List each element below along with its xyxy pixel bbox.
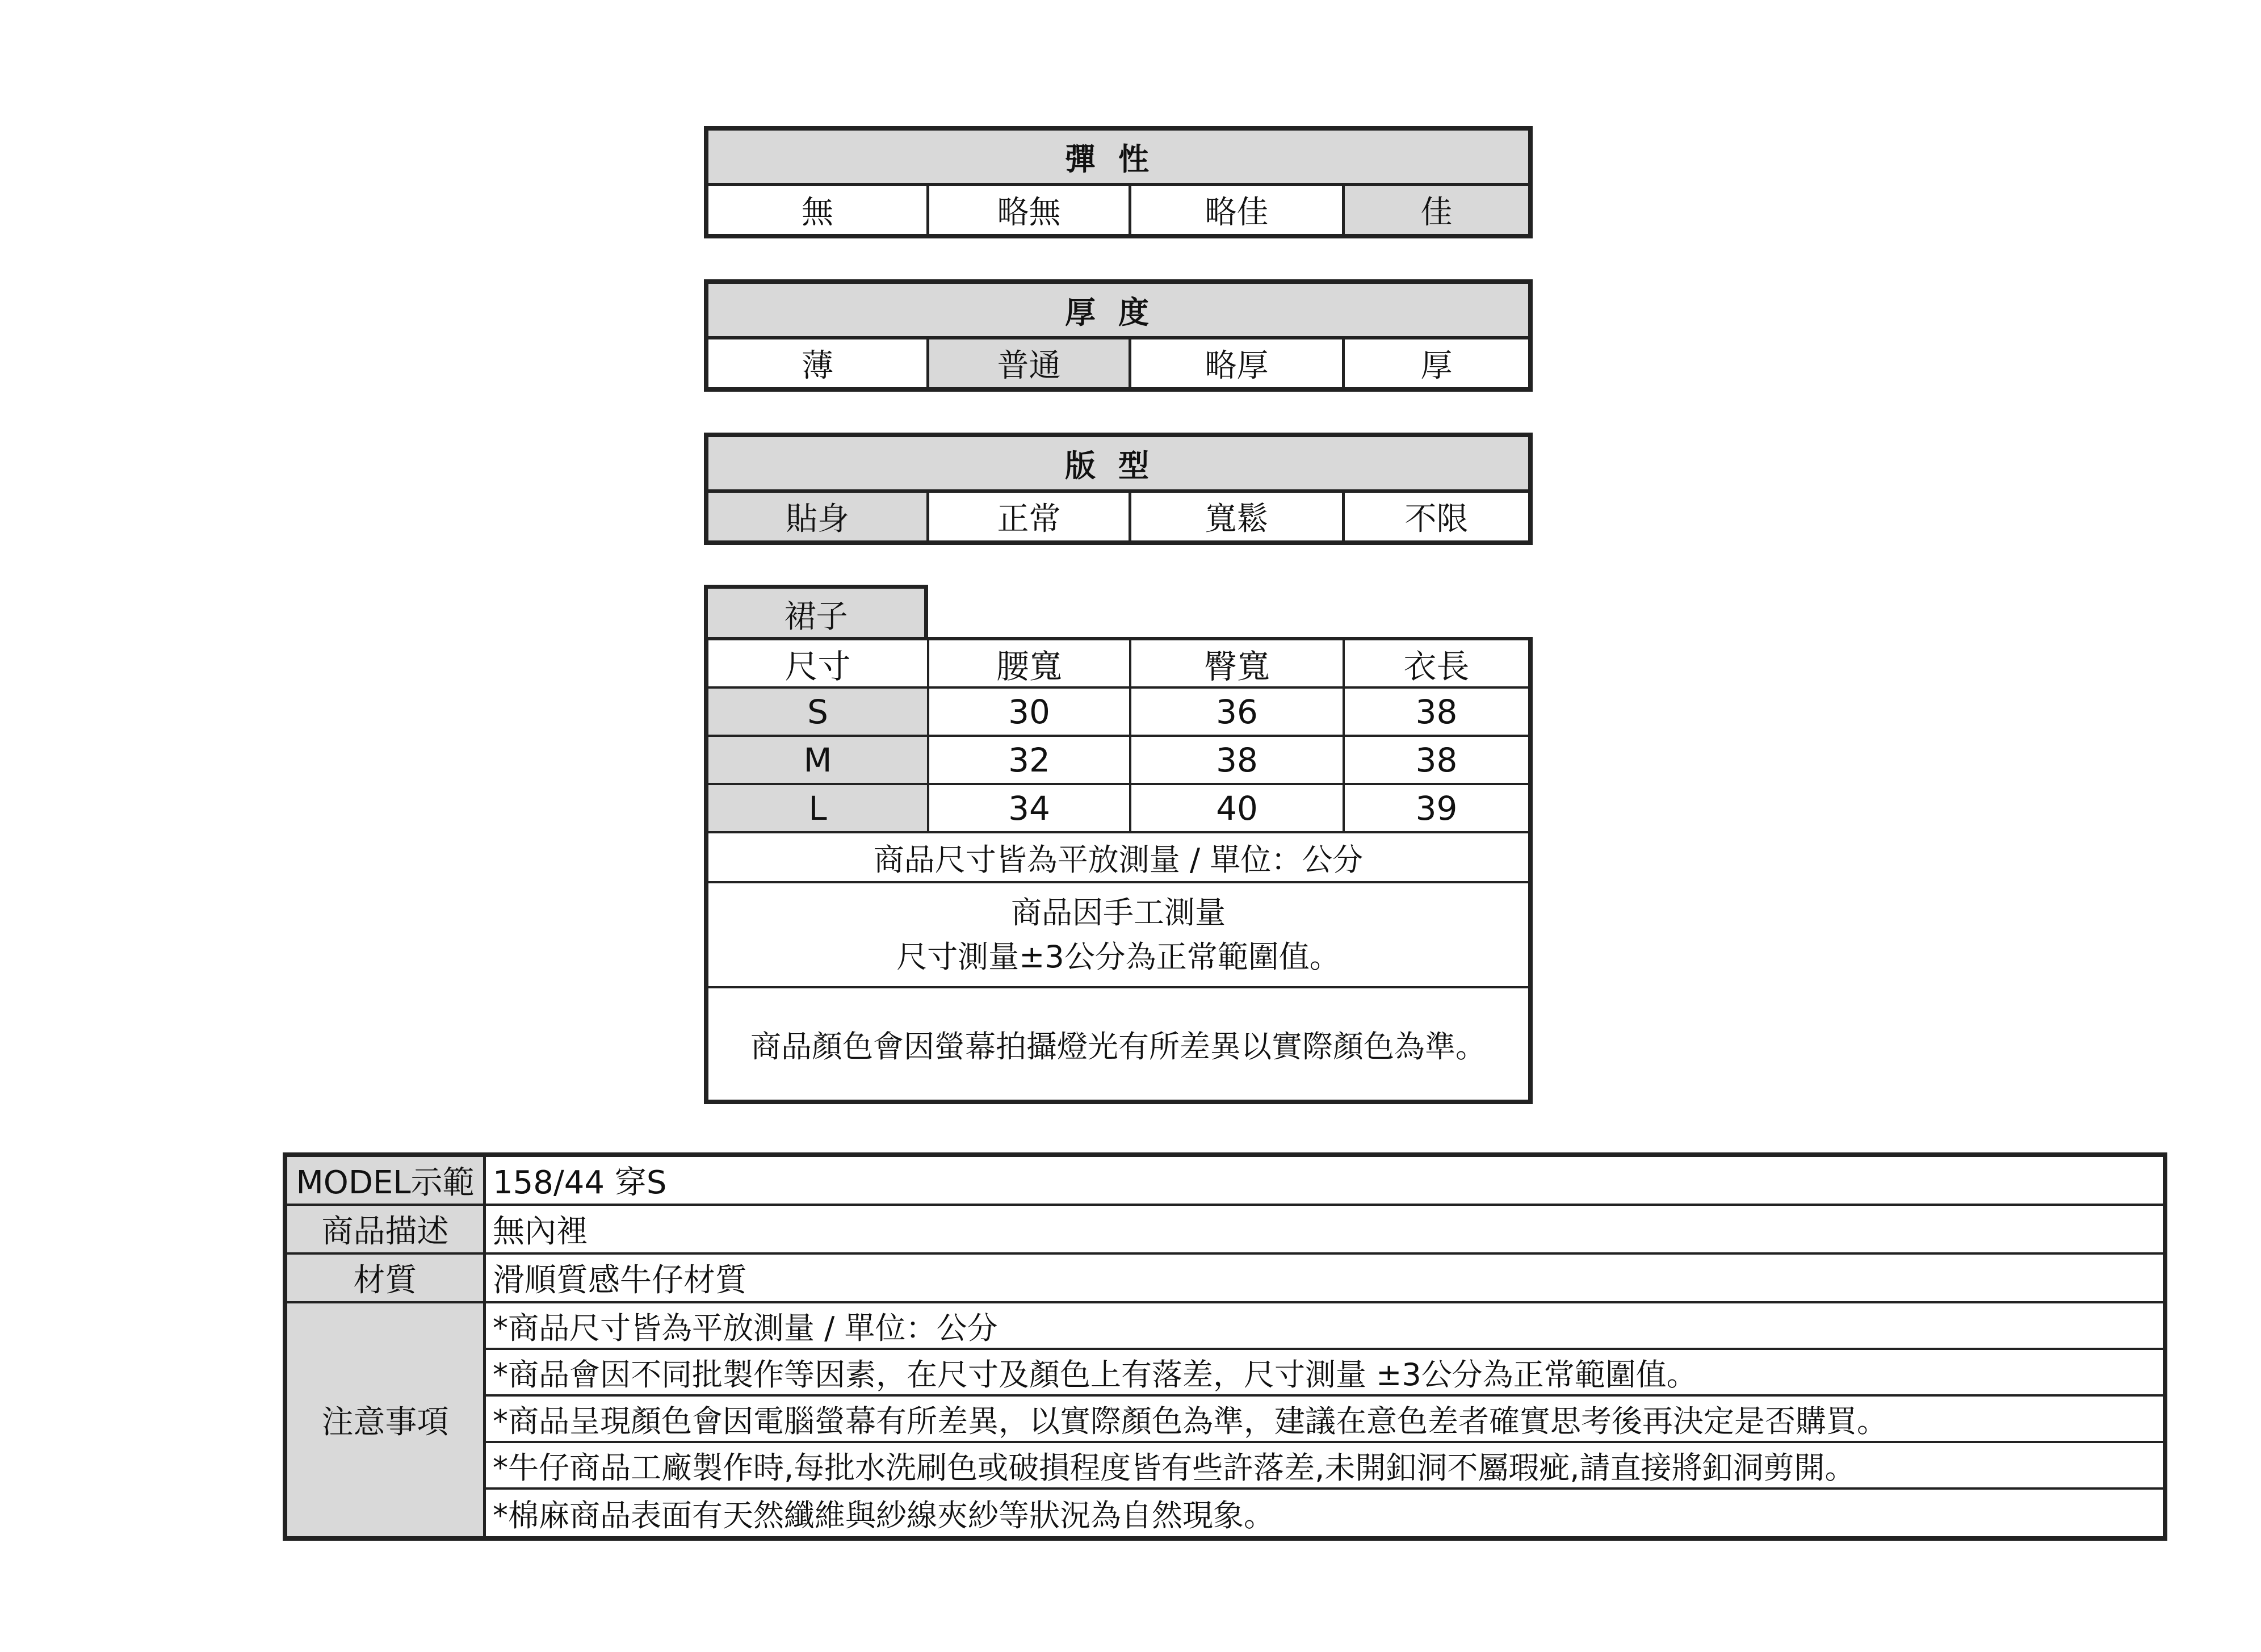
thickness-table [704,279,1533,392]
size-header-row [708,640,1528,689]
elasticity-option-none: 無 [708,186,929,234]
notes-row [287,1303,2163,1536]
elasticity-table [704,126,1533,238]
table-row [708,785,1528,833]
length-value: 39 [1415,789,1458,828]
thickness-option-thick: 厚 [1420,347,1453,384]
measure-note: 商品尺寸皆為平放測量 / 單位：公分 [708,833,1528,883]
waist-value: 32 [929,737,1131,783]
elasticity-title: 彈性 [708,131,1528,186]
fit-option-loose: 寬鬆 [1131,493,1345,540]
hip-value: 36 [1131,689,1345,735]
category-tab: 裙子 [704,585,928,639]
note-line: *商品呈現顏色會因電腦螢幕有所差異，以實際顏色為準，建議在意色差者確實思考後再決定是否購買。 [486,1397,2163,1443]
size-label: M [708,737,929,783]
length-value: 38 [1415,740,1458,779]
manual-measure-note [708,883,1528,988]
size-table [704,637,1533,1104]
length-header: 衣長 [1403,647,1470,686]
hip-value: 38 [1131,737,1345,783]
waist-value: 34 [929,785,1131,831]
elasticity-option-good: 佳 [1345,186,1528,234]
fit-table [704,433,1533,545]
thickness-option-thin: 薄 [708,339,929,387]
thickness-option-normal: 普通 [929,339,1131,387]
material-row [287,1255,2163,1303]
color-note: 商品顏色會因螢幕拍攝燈光有所差異以實際顏色為準。 [750,1028,1486,1064]
notes-label: 注意事項 [287,1303,486,1536]
waist-value: 30 [929,689,1131,735]
fit-option-slim: 貼身 [708,493,929,540]
size-header: 尺寸 [708,640,929,686]
model-label: MODEL示範 [287,1157,486,1204]
model-row [287,1157,2163,1206]
hip-header: 臀寬 [1131,640,1345,686]
elasticity-option-slightly-good: 略佳 [1131,186,1345,234]
fit-option-regular: 正常 [929,493,1131,540]
note-line: *商品會因不同批製作等因素，在尺寸及顏色上有落差，尺寸測量 ±3公分為正常範圍值。 [486,1350,2163,1397]
elasticity-option-slightly-none: 略無 [929,186,1131,234]
table-row [708,689,1528,737]
description-value: 無內裡 [493,1213,588,1250]
manual-measure-line-2: 尺寸測量±3公分為正常範圍值。 [896,938,1340,975]
manual-measure-line-1: 商品因手工測量 [1011,894,1226,930]
note-line: *棉麻商品表面有天然纖維與紗線夾紗等狀況為自然現象。 [493,1497,1274,1533]
material-label: 材質 [287,1255,486,1301]
table-row [708,737,1528,785]
thickness-option-slightly-thick: 略厚 [1131,339,1345,387]
thickness-title: 厚度 [708,284,1528,339]
waist-header: 腰寬 [929,640,1131,686]
hip-value: 40 [1131,785,1345,831]
note-line: *商品尺寸皆為平放測量 / 單位：公分 [486,1303,2163,1350]
size-label: L [708,785,929,831]
description-row [287,1206,2163,1255]
product-info-table [283,1152,2167,1541]
note-line: *牛仔商品工廠製作時,每批水洗刷色或破損程度皆有些許落差,未開釦洞不屬瑕疵,請直接將釦洞剪開。 [486,1443,2163,1490]
description-label: 商品描述 [287,1206,486,1252]
model-value: 158/44 穿S [493,1164,667,1201]
fit-option-any: 不限 [1404,501,1469,538]
material-value: 滑順質感牛仔材質 [493,1262,747,1299]
size-label: S [708,689,929,735]
fit-title: 版型 [708,437,1528,493]
length-value: 38 [1415,692,1458,731]
